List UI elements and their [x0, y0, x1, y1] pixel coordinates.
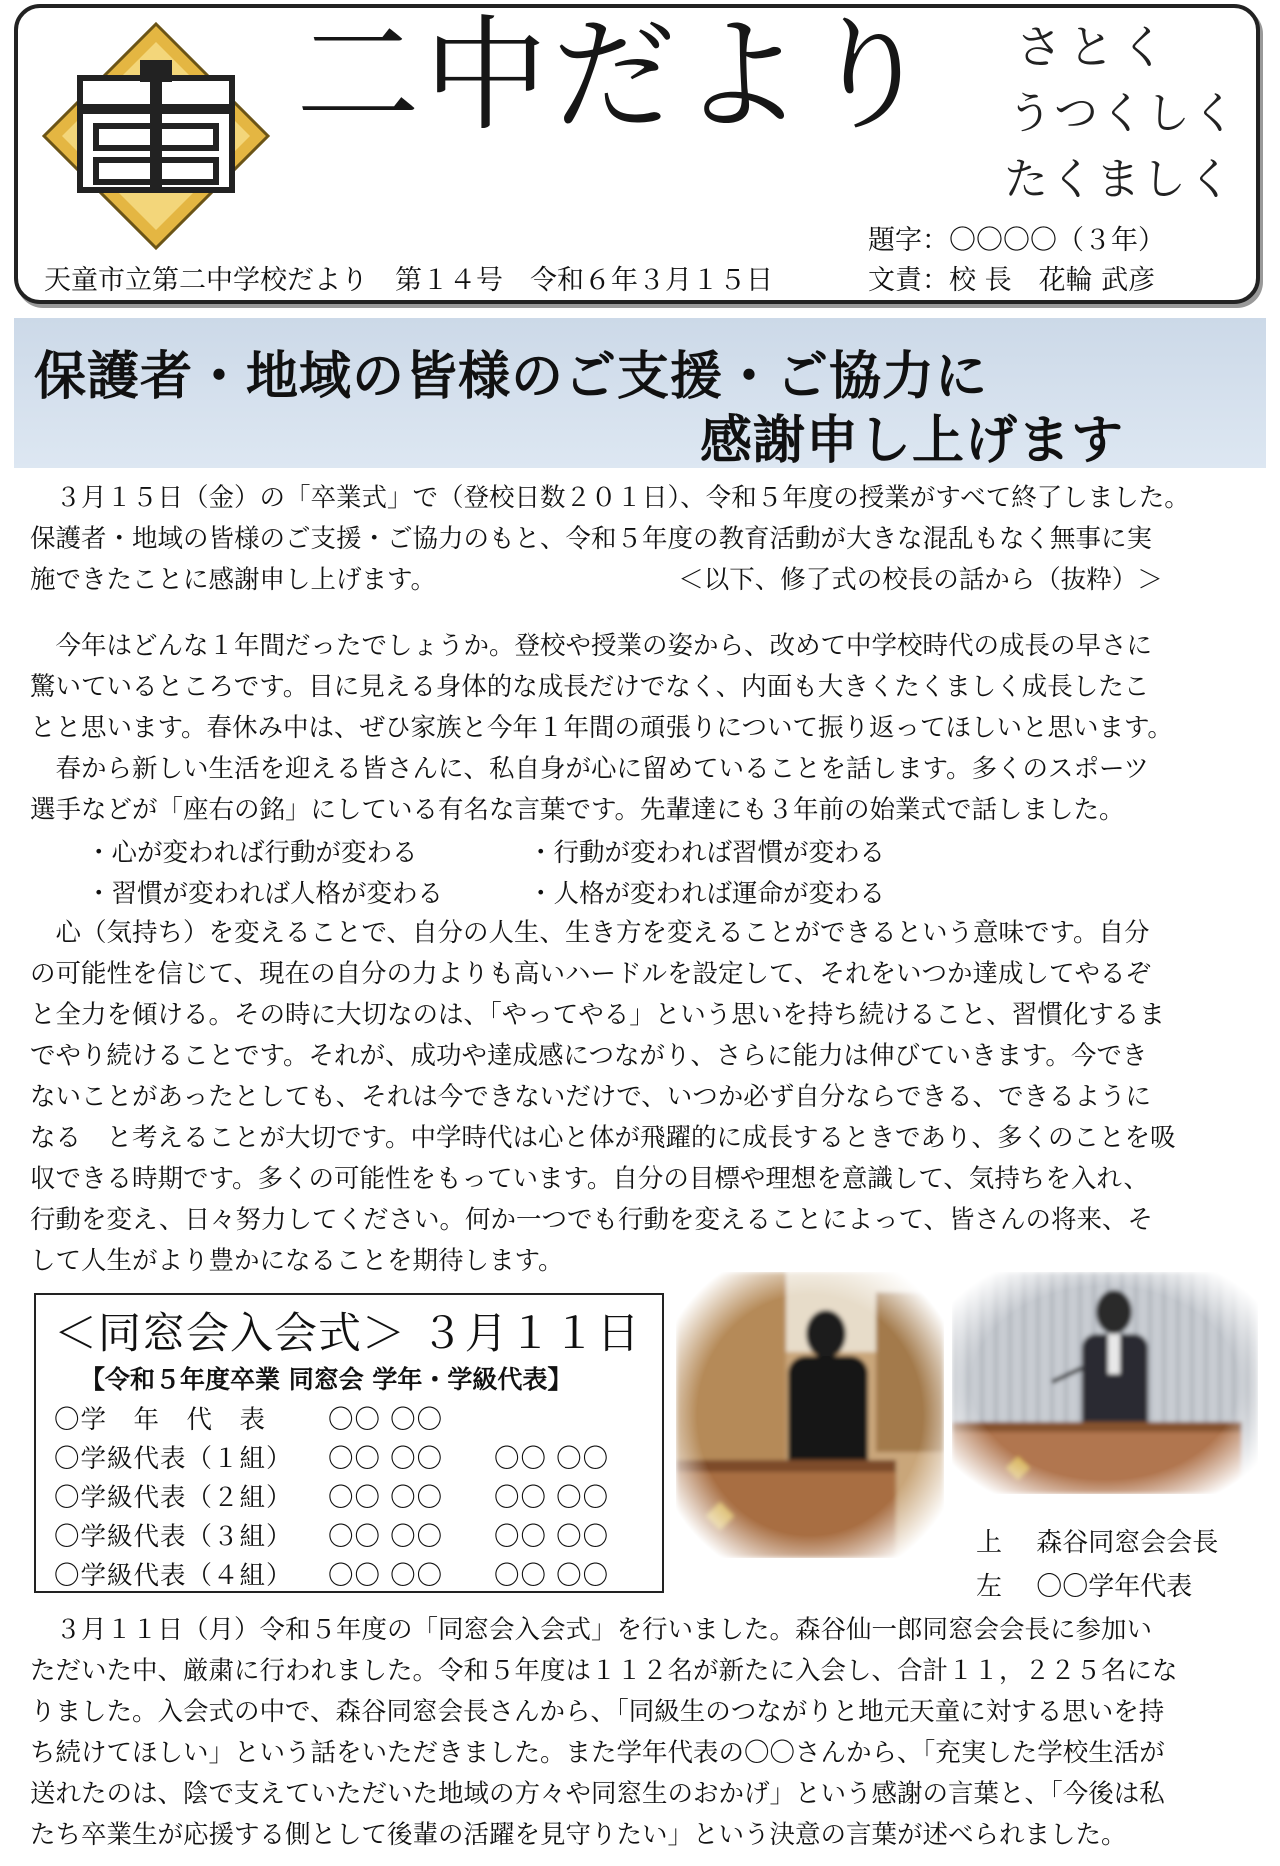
rep-row-name: 〇〇 〇〇	[494, 1444, 610, 1474]
rep-row-name: 〇〇 〇〇	[328, 1561, 444, 1591]
motto-bullet-4: ・人格が変われば運命が変わる	[528, 879, 886, 909]
text-line: と全力を傾ける。その時に大切なのは、「やってやる」という思いを持ち続けること、習慣化するま	[30, 1000, 1165, 1030]
alumni-representatives-subtitle: 【令和５年度卒業 同窓会 学年・学級代表】	[80, 1365, 573, 1394]
title-calligraphy-credit: 題字：〇〇〇〇（３年）	[868, 225, 1165, 256]
rep-row-label: 〇学級代表（１組）	[54, 1444, 293, 1474]
motto-line-1: さとく	[1016, 20, 1172, 74]
rep-row-name: 〇〇 〇〇	[328, 1405, 444, 1435]
rep-row-name: 〇〇 〇〇	[494, 1561, 610, 1591]
motto-bullet-3: ・習慣が変われば人格が変わる	[86, 879, 444, 909]
rep-row-label: 〇学級代表（４組）	[54, 1561, 293, 1591]
rep-row-label: 〇学級代表（３組）	[54, 1522, 293, 1552]
text-line: ただいた中、厳粛に行われました。令和５年度は１１２名が新たに入会し、合計１１，２２５名にな	[30, 1656, 1178, 1686]
text-line: ３月１５日（金）の「卒業式」で（登校日数２０１日）、令和５年度の授業がすべて終了しました。	[30, 483, 1190, 513]
speech-paragraph-a	[30, 626, 1255, 831]
text-line: たち卒業生が応援する側として後輩の活躍を見守りたい」という決意の言葉が述べられました。	[30, 1820, 1127, 1850]
rep-row-name: 〇〇 〇〇	[328, 1444, 444, 1474]
text-line: 行動を変え、日々努力してください。何か一つでも行動を変えることによって、皆さんの将来、そ	[30, 1205, 1154, 1235]
text-line: 春から新しい生活を迎える皆さんに、私自身が心に留めていることを話します。多くのスポーツ	[30, 754, 1149, 784]
intro-paragraph	[30, 478, 1255, 601]
alumni-ceremony-title: ＜同窓会入会式＞ ３月１１日	[54, 1309, 641, 1359]
author-credit: 文責：校 長 花輪 武彦	[868, 265, 1156, 296]
text-line: 施できたことに感謝申し上げます。 ＜以下、修了式の校長の話から（抜粋）＞	[30, 565, 1163, 595]
text-line: 保護者・地域の皆様のご支援・ご協力のもと、令和５年度の教育活動が大きな混乱もなく無事に実	[30, 524, 1153, 554]
text-line: 心（気持ち）を変えることで、自分の人生、生き方を変えることができるという意味です。自分	[30, 918, 1150, 948]
text-line: 選手などが「座右の銘」にしている有名な言葉です。先輩達にも３年前の始業式で話しました。	[30, 795, 1125, 825]
rep-row-name: 〇〇 〇〇	[494, 1522, 610, 1552]
motto-line-2: うつくしく	[1008, 88, 1238, 139]
text-line: りました。入会式の中で、森谷同窓会長さんから、「同級生のつながりと地元天童に対する思いを持	[30, 1697, 1165, 1727]
ceremony-report-paragraph	[30, 1610, 1255, 1856]
text-line: ３月１１日（月）令和５年度の「同窓会入会式」を行いました。森谷仙一郎同窓会会長に参加い	[30, 1615, 1153, 1645]
rep-row-name: 〇〇 〇〇	[328, 1522, 444, 1552]
newsletter-title: 二中だより	[296, 4, 937, 148]
text-line: とと思います。春休み中は、ぜひ家族と今年１年間の頑張りについて振り返ってほしいと思います。	[30, 713, 1173, 743]
text-line: 驚いているところです。目に見える身体的な成長だけでなく、内面も大きくたくましく成長したこ	[30, 672, 1150, 702]
text-line: なる と考えることが大切です。中学時代は心と体が飛躍的に成長するときであり、多くのことを吸	[30, 1123, 1176, 1153]
photo-alumni-chairman	[952, 1272, 1258, 1494]
headline-line-1: 保護者・地域の皆様のご支援・ご協力に	[34, 347, 989, 407]
text-line: ないことがあったとしても、それは今できないだけで、いつか必ず自分ならできる、できるように	[30, 1082, 1151, 1112]
rep-row-label: 〇学級代表（２組）	[54, 1483, 293, 1513]
speech-paragraph-b	[30, 913, 1255, 1282]
rep-row-name: 〇〇 〇〇	[328, 1483, 444, 1513]
rep-row-label: 〇学 年 代 表	[54, 1405, 267, 1435]
headline-line-2: 感謝申し上げます	[700, 411, 1125, 471]
text-line: ち続けてほしい」という話をいただきました。また学年代表の〇〇さんから、「充実した学校生活が	[30, 1738, 1165, 1768]
photo-caption-left: 左 〇〇学年代表	[976, 1572, 1193, 1602]
text-line: でやり続けることです。それが、成功や達成感につながり、さらに能力は伸びていきます。今でき	[30, 1041, 1148, 1071]
text-line: 送れたのは、陰で支えていただいた地域の方々や同窓生のおかげ」という感謝の言葉と、「今後は私	[30, 1779, 1165, 1809]
text-line: して人生がより豊かになることを期待します。	[30, 1246, 564, 1276]
motto-line-3: たくましく	[1004, 154, 1234, 205]
text-line: 収できる時期です。多くの可能性をもっています。自分の目標や理想を意識して、気持ちを入れ、	[30, 1164, 1149, 1194]
text-line: の可能性を信じて、現在の自分の力よりも高いハードルを設定して、それをいつか達成してやるぞ	[30, 959, 1151, 989]
school-emblem-icon	[40, 20, 272, 252]
photo-student-representative	[676, 1272, 944, 1558]
motto-bullet-1: ・心が変われば行動が変わる	[86, 838, 418, 868]
issue-info: 天童市立第二中学校だより 第１４号 令和６年３月１５日	[44, 265, 773, 296]
motto-bullet-2: ・行動が変われば習慣が変わる	[528, 838, 886, 868]
rep-row-name: 〇〇 〇〇	[494, 1483, 610, 1513]
text-line: 今年はどんな１年間だったでしょうか。登校や授業の姿から、改めて中学校時代の成長の早さに	[30, 631, 1153, 661]
photo-caption-upper: 上 森谷同窓会会長	[976, 1528, 1219, 1558]
